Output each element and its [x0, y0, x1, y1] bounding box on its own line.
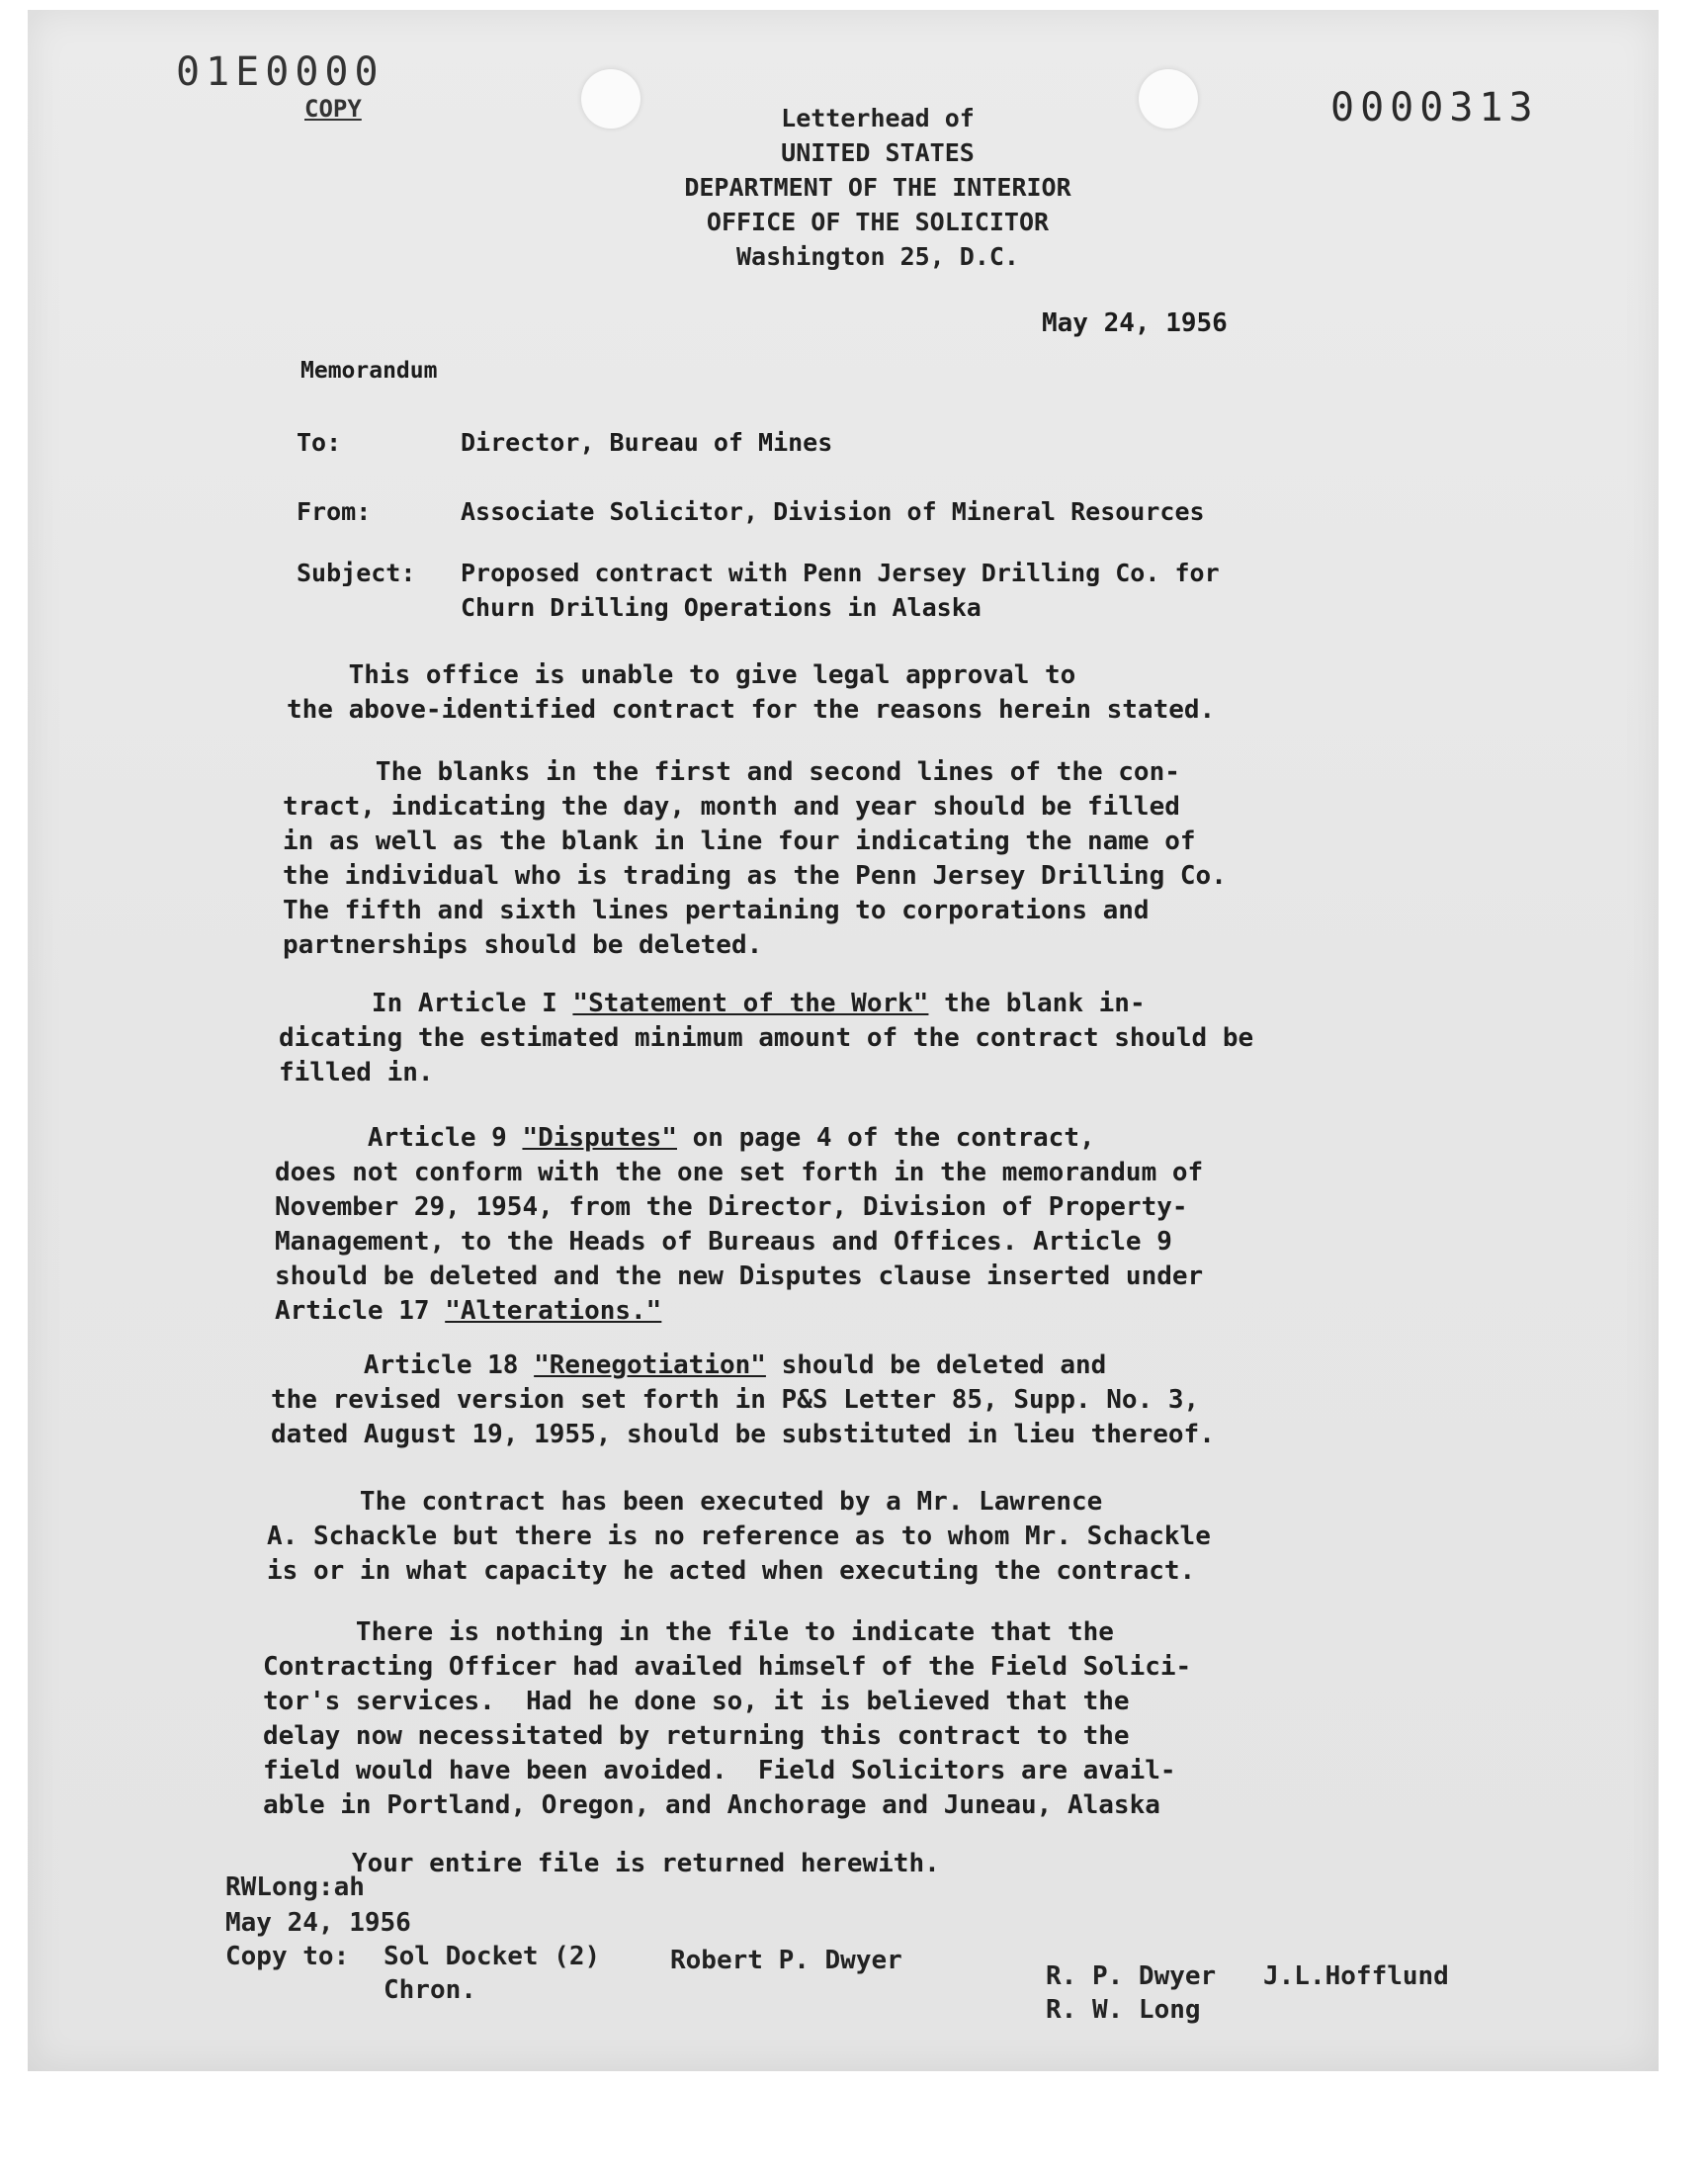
to-value: Director, Bureau of Mines: [461, 428, 833, 457]
text-line: delay now necessitated by returning this contract to the: [263, 1721, 1130, 1751]
paragraph-7: [263, 1615, 1191, 1823]
text-segment: Article 17: [275, 1296, 446, 1326]
letterhead: [581, 101, 1174, 274]
text-line: able in Portland, Oregon, and Anchorage and Juneau, Alaska: [263, 1790, 1160, 1820]
text-line: the revised version set forth in P&S Letter 85, Supp. No. 3,: [271, 1385, 1200, 1415]
text-segment: the blank in-: [928, 989, 1146, 1018]
article-reference: "Renegotiation": [534, 1350, 766, 1380]
text-line: dicating the estimated minimum amount of the contract should be: [279, 1023, 1254, 1053]
to-label: To:: [297, 428, 342, 457]
subject-label: Subject:: [297, 559, 416, 587]
memo-label: Memorandum: [300, 358, 438, 384]
paragraph-1: [287, 658, 1215, 728]
text-segment: should be deleted and: [765, 1350, 1107, 1380]
scanned-memo-page: [28, 10, 1659, 2071]
reviewer-initials: R. P. Dwyer: [1046, 1961, 1217, 1991]
text-line: A. Schackle but there is no reference as to whom Mr. Schackle: [267, 1522, 1211, 1551]
reviewer-initials: J.L.Hofflund: [1263, 1961, 1449, 1991]
article-reference: "Disputes": [522, 1123, 677, 1153]
subject-line: Churn Drilling Operations in Alaska: [461, 593, 982, 622]
text-line: the individual who is trading as the Penn Jersey Drilling Co.: [283, 861, 1227, 891]
copy-to-recipient: Sol Docket (2): [384, 1942, 601, 1971]
paragraph-3: [279, 987, 1253, 1090]
text-line: [279, 987, 1253, 1021]
paragraph-6: [267, 1485, 1211, 1589]
from-label: From:: [297, 497, 372, 526]
text-line: dated August 19, 1955, should be substituted in lieu thereof.: [271, 1420, 1215, 1449]
signer-name: Robert P. Dwyer: [670, 1946, 902, 1975]
article-reference: "Statement of the Work": [572, 989, 929, 1018]
text-line: [271, 1348, 1215, 1383]
text-line: Your entire file is returned herewith.: [259, 1849, 940, 1878]
reviewer-initials: R. W. Long: [1046, 1995, 1201, 2025]
from-value: Associate Solicitor, Division of Mineral Resources: [461, 497, 1205, 526]
letterhead-line: UNITED STATES: [781, 138, 975, 167]
paragraph-2: [283, 755, 1227, 963]
text-line: does not conform with the one set forth in the memorandum of: [275, 1158, 1204, 1187]
text-line: There is nothing in the file to indicate that the: [263, 1617, 1114, 1647]
from-field: [297, 494, 1350, 529]
text-line: This office is unable to give legal approval to: [287, 660, 1076, 690]
text-line: in as well as the blank in line four indicating the name of: [283, 826, 1196, 856]
to-field: [297, 425, 1350, 460]
copy-to-label: Copy to:: [225, 1942, 350, 1971]
text-line: The contract has been executed by a Mr. Lawrence: [267, 1487, 1103, 1517]
doc-number-left: 01E0000: [176, 49, 384, 95]
letterhead-line: DEPARTMENT OF THE INTERIOR: [684, 173, 1071, 202]
text-line: The fifth and sixth lines pertaining to corporations and: [283, 896, 1150, 925]
text-segment: Article 18: [271, 1350, 535, 1380]
text-line: the above-identified contract for the reasons herein stated.: [287, 695, 1216, 725]
memo-date: May 24, 1956: [1042, 308, 1228, 338]
letterhead-line: OFFICE OF THE SOLICITOR: [706, 208, 1050, 236]
text-segment: on page 4 of the contract,: [677, 1123, 1095, 1153]
text-line: [275, 1294, 1203, 1329]
article-reference: "Alterations.": [445, 1296, 662, 1326]
footer-date: May 24, 1956: [225, 1908, 411, 1938]
text-line: partnerships should be deleted.: [283, 930, 763, 960]
paragraph-4: [275, 1121, 1203, 1329]
paragraph-5: [271, 1348, 1215, 1452]
text-line: should be deleted and the new Disputes clause inserted under: [275, 1262, 1204, 1291]
text-line: filled in.: [279, 1058, 434, 1088]
subject-field: [297, 556, 1350, 625]
typist-initials: RWLong:ah: [225, 1872, 365, 1902]
doc-number-right: 0000313: [1330, 85, 1539, 130]
text-line: [275, 1121, 1203, 1156]
letterhead-line: Washington 25, D.C.: [736, 242, 1019, 271]
copy-stamp: COPY: [304, 95, 362, 123]
text-segment: Article 9: [275, 1123, 523, 1153]
text-segment: In Article I: [279, 989, 573, 1018]
text-line: field would have been avoided. Field Solicitors are avail-: [263, 1756, 1176, 1785]
text-line: is or in what capacity he acted when executing the contract.: [267, 1556, 1196, 1586]
copy-to-recipient: Chron.: [384, 1975, 476, 2005]
text-line: Management, to the Heads of Bureaus and Offices. Article 9: [275, 1227, 1172, 1257]
text-line: November 29, 1954, from the Director, Division of Property-: [275, 1192, 1188, 1222]
subject-value: [461, 556, 1350, 625]
subject-line: Proposed contract with Penn Jersey Drilling Co. for: [461, 559, 1220, 587]
text-line: The blanks in the first and second lines of the con-: [283, 757, 1180, 787]
text-line: tor's services. Had he done so, it is believed that the: [263, 1687, 1130, 1716]
text-line: tract, indicating the day, month and year should be filled: [283, 792, 1180, 822]
text-line: Contracting Officer had availed himself of the Field Solici-: [263, 1652, 1192, 1682]
letterhead-line: Letterhead of: [781, 104, 975, 132]
